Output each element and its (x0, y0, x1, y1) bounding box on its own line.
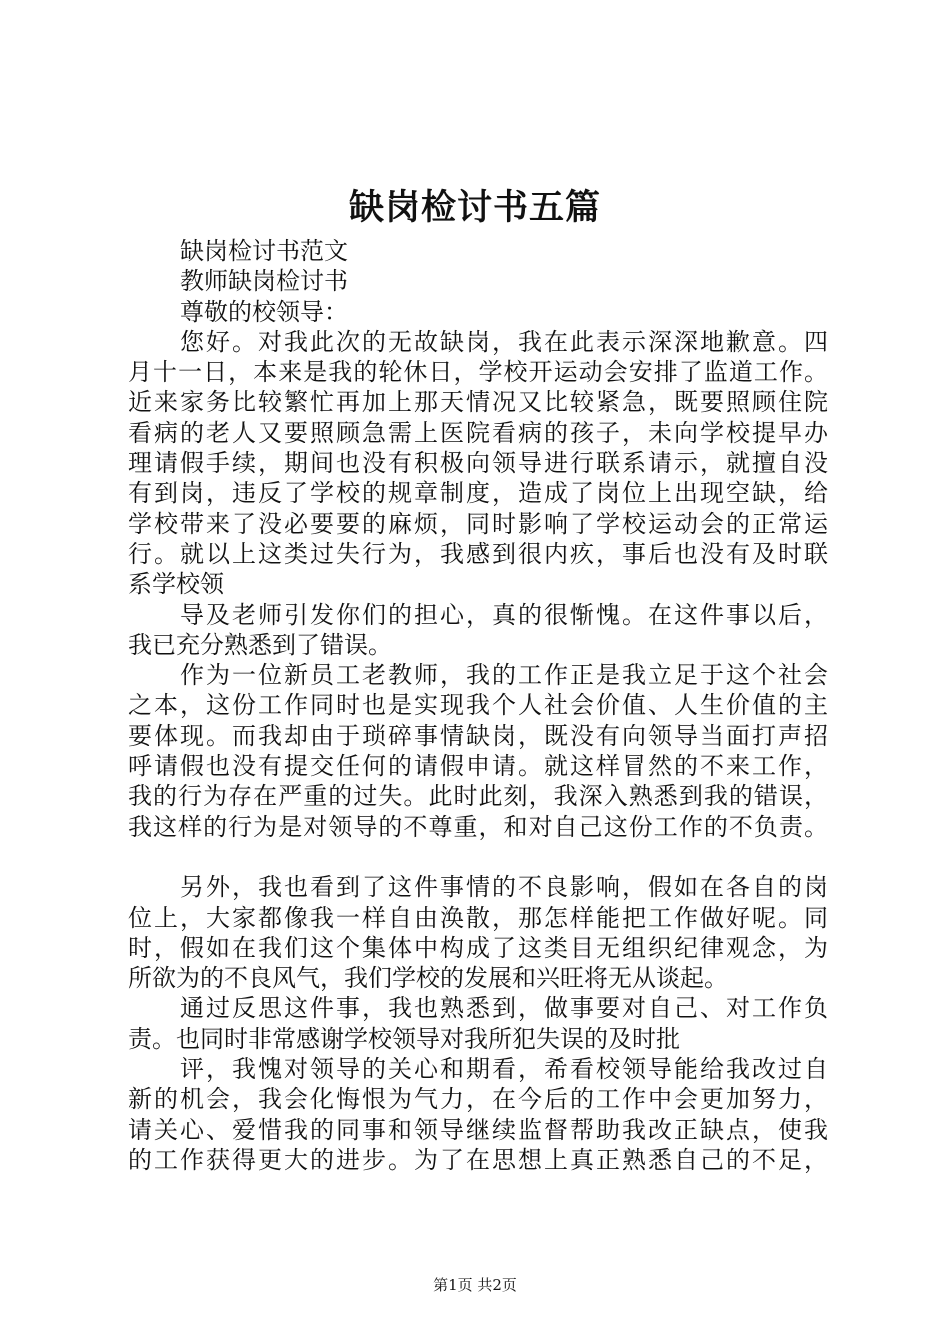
text-line: 评，我愧对领导的关心和期看，希看校领导能给我改过自 (180, 1055, 828, 1084)
text-line: 我已充分熟悉到了错误。 (128, 630, 392, 659)
text-line: 近来家务比较繁忙再加上那天情况又比较紧急，既要照顾住院 (128, 388, 828, 417)
text-line: 看病的老人又要照顾急需上医院看病的孩子，未向学校提早办 (128, 418, 828, 447)
text-line: 我的行为存在严重的过失。此时此刻，我深入熟悉到我的错误， (128, 782, 828, 811)
text-line: 位上，大家都像我一样自由涣散，那怎样能把工作做好呢。同 (128, 903, 828, 932)
text-line: 时，假如在我们这个集体中构成了这类目无组织纪律观念，为 (128, 933, 828, 962)
text-line: 请关心、爱惜我的同事和领导继续监督帮助我改正缺点，使我 (128, 1115, 828, 1144)
text-line: 月十一日，本来是我的轮休日，学校开运动会安排了监道工作。 (128, 358, 828, 387)
text-line: 有到岗，违反了学校的规章制度，造成了岗位上出现空缺，给 (128, 479, 828, 508)
text-line: 尊敬的校领导： (180, 297, 348, 326)
text-line: 系学校领 (128, 570, 224, 599)
text-line: 通过反思这件事，我也熟悉到，做事要对自己、对工作负 (180, 994, 828, 1023)
text-line: 缺岗检讨书范文 (180, 237, 348, 265)
document-title: 缺岗检讨书五篇 (348, 187, 601, 228)
text-line: 所欲为的不良风气，我们学校的发展和兴旺将无从谈起。 (128, 964, 728, 993)
text-line: 您好。对我此次的无故缺岗，我在此表示深深地歉意。四 (180, 327, 828, 356)
text-line: 另外，我也看到了这件事情的不良影响，假如在各自的岗 (180, 873, 828, 902)
text-line: 之本，这份工作同时也是实现我个人社会价值、人生价值的主 (128, 691, 828, 720)
text-line: 理请假手续，期间也没有积极向领导进行联系请示，就擅自没 (128, 449, 828, 478)
blank-line (128, 842, 828, 872)
page-footer: 第1页 共2页 (433, 1276, 517, 1294)
text-line: 导及老师引发你们的担心，真的很惭愧。在这件事以后， (180, 600, 828, 629)
text-line: 新的机会，我会化悔恨为气力，在今后的工作中会更加努力， (128, 1085, 828, 1114)
text-line: 责。也同时非常感谢学校领导对我所犯失误的及时批 (128, 1024, 680, 1053)
text-line: 呼请假也没有提交任何的请假申请。就这样冒然的不来工作， (128, 752, 828, 781)
text-line: 教师缺岗检讨书 (180, 267, 348, 296)
text-line: 要体现。而我却由于琐碎事情缺岗，既没有向领导当面打声招 (128, 721, 828, 750)
text-line: 我这样的行为是对领导的不尊重，和对自己这份工作的不负责。 (128, 812, 828, 841)
text-line: 作为一位新员工老教师，我的工作正是我立足于这个社会 (180, 661, 828, 690)
document-body (128, 236, 828, 1175)
text-line: 的工作获得更大的进步。为了在思想上真正熟悉自己的不足， (128, 1145, 828, 1174)
text-line: 学校带来了没必要要的麻烦，同时影响了学校运动会的正常运 (128, 509, 828, 538)
text-line: 行。就以上这类过失行为，我感到很内疚，事后也没有及时联 (128, 539, 828, 568)
